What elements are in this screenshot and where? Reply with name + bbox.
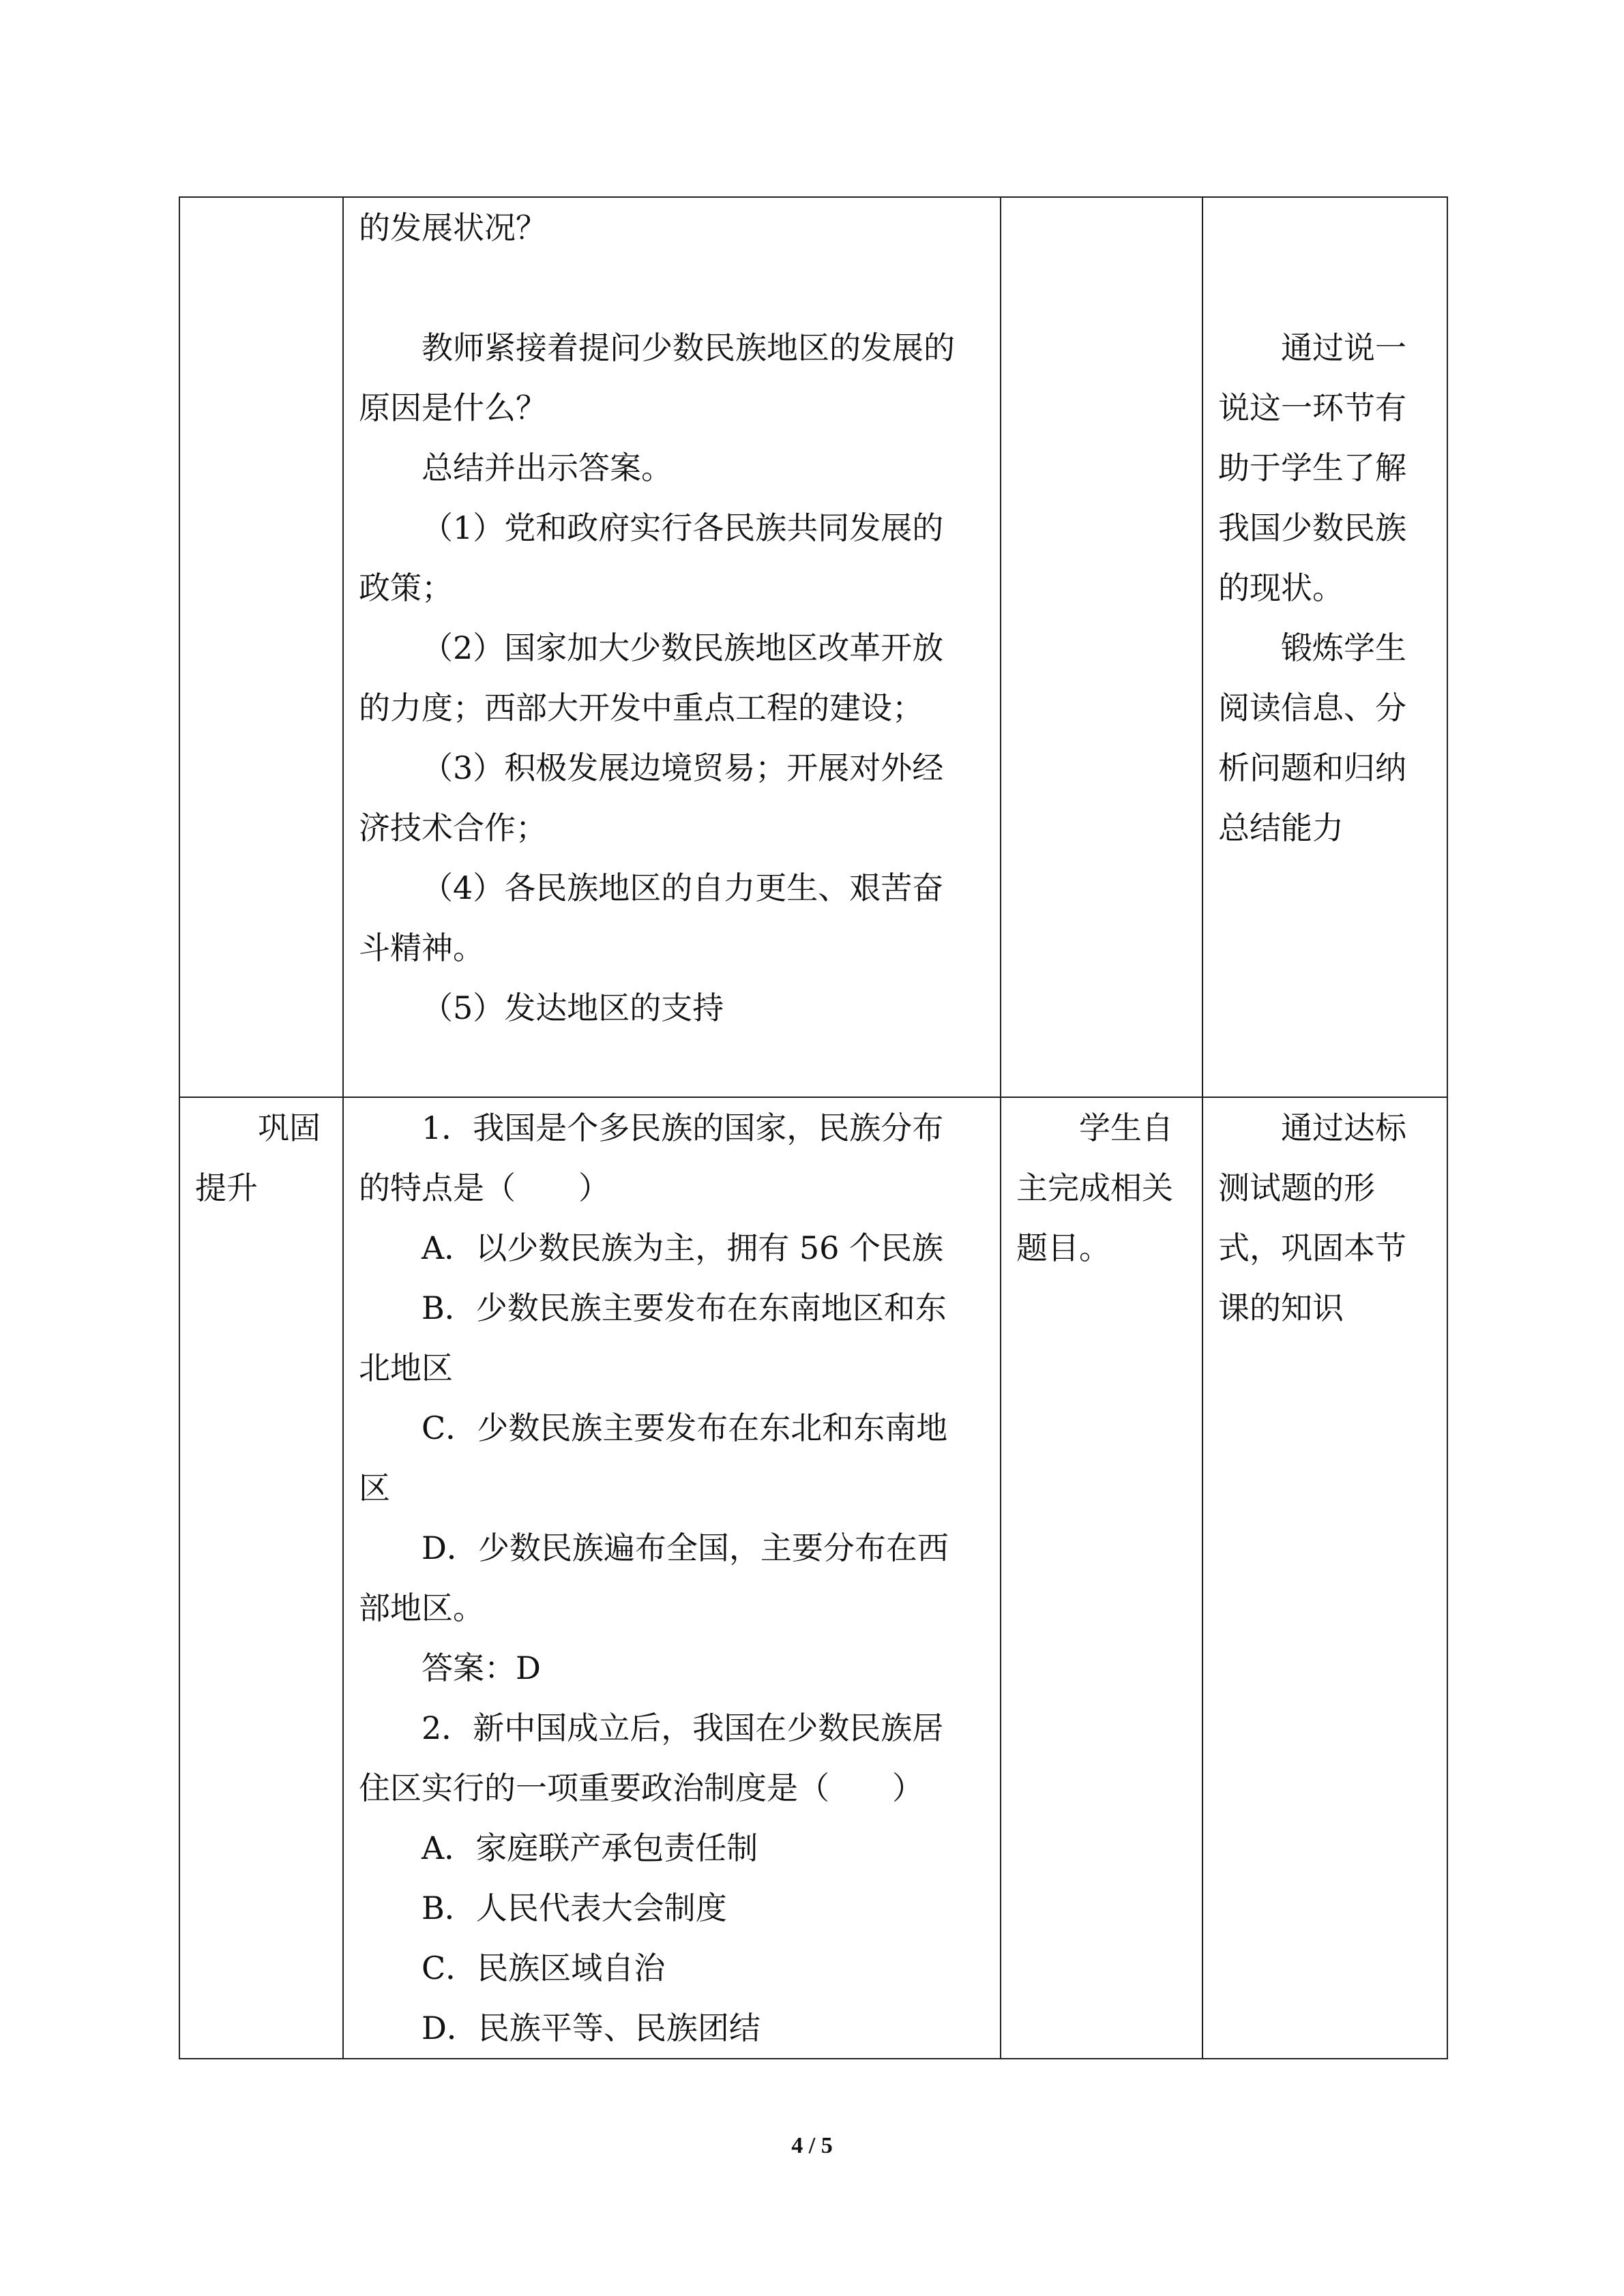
text-line: 助于学生了解	[1218, 449, 1406, 486]
text-line: 总结能力	[1218, 809, 1344, 846]
student-activity-cell	[1001, 197, 1202, 1097]
text-line: 1．我国是个多民族的国家，民族分布	[422, 1109, 944, 1146]
design-intent-cell	[1202, 1097, 1447, 2059]
text-line: C．民族区域自治	[422, 1950, 666, 1986]
text-line: 答案：D	[422, 1650, 541, 1686]
text-line: C．少数民族主要发布在东北和东南地	[422, 1410, 948, 1446]
stage-cell	[179, 197, 343, 1097]
text-line: （4）各民族地区的自力更生、艰苦奋	[422, 869, 944, 906]
text-line: 原因是什么？	[359, 389, 547, 426]
design-intent-cell	[1202, 197, 1447, 1097]
text-line: 部地区。	[359, 1590, 484, 1626]
text-line: D．民族平等、民族团结	[422, 2010, 761, 2046]
text-line: 说这一环节有	[1218, 389, 1406, 426]
teacher-activity-cell	[343, 197, 1001, 1097]
text-line: 济技术合作；	[359, 809, 547, 846]
text-line: （2）国家加大少数民族地区改革开放	[422, 629, 944, 666]
text-line: 的特点是（ ）	[359, 1169, 610, 1206]
text-line: 题目。	[1016, 1229, 1110, 1266]
text-line: （1）党和政府实行各民族共同发展的	[422, 509, 944, 546]
student-activity-cell	[1001, 1097, 1202, 2059]
table-row	[179, 1097, 1447, 2059]
text-line: 区	[359, 1470, 390, 1506]
text-line: 测试题的形	[1218, 1169, 1375, 1206]
text-line: 2．新中国成立后，我国在少数民族居	[422, 1710, 944, 1746]
text-line: 政策；	[359, 569, 453, 606]
stage-cell	[179, 1097, 343, 2059]
text-line: 总结并出示答案。	[422, 449, 673, 486]
text-line: 通过说一	[1281, 329, 1406, 366]
text-line: 课的知识	[1218, 1289, 1344, 1326]
text-line: D．少数民族遍布全国，主要分布在西	[422, 1530, 949, 1566]
text-line: A．家庭联产承包责任制	[422, 1830, 758, 1866]
text-line: 教师紧接着提问少数民族地区的发展的	[422, 329, 955, 366]
text-line: 析问题和归纳	[1218, 749, 1406, 786]
text-line: A．以少数民族为主，拥有 56 个民族	[422, 1229, 943, 1266]
stage-label: 提升	[195, 1169, 258, 1206]
lesson-plan-table	[179, 196, 1448, 2059]
text-line: B．人民代表大会制度	[422, 1890, 727, 1926]
text-line: 主完成相关	[1016, 1169, 1173, 1206]
page-number: 4 / 5	[791, 2133, 833, 2158]
text-line: B．少数民族主要发布在东南地区和东	[422, 1289, 947, 1326]
text-line: 锻炼学生	[1281, 629, 1406, 666]
text-line: 阅读信息、分	[1218, 689, 1406, 726]
teacher-activity-cell	[343, 1097, 1001, 2059]
text-line: 我国少数民族	[1218, 509, 1406, 546]
text-line: 式，巩固本节	[1218, 1229, 1406, 1266]
text-line: （3）积极发展边境贸易；开展对外经	[422, 749, 944, 786]
text-line: 的发展状况？	[359, 209, 547, 246]
table-row	[179, 197, 1447, 1097]
text-line: （5）发达地区的支持	[422, 989, 724, 1026]
text-line: 斗精神。	[359, 929, 484, 966]
text-line: 的现状。	[1218, 569, 1344, 606]
text-line: 住区实行的一项重要政治制度是（ ）	[359, 1770, 924, 1806]
stage-label: 巩固	[258, 1109, 321, 1146]
text-line: 学生自	[1079, 1109, 1173, 1146]
text-line: 通过达标	[1281, 1109, 1406, 1146]
text-line: 的力度；西部大开发中重点工程的建设；	[359, 689, 924, 726]
text-line: 北地区	[359, 1350, 453, 1386]
